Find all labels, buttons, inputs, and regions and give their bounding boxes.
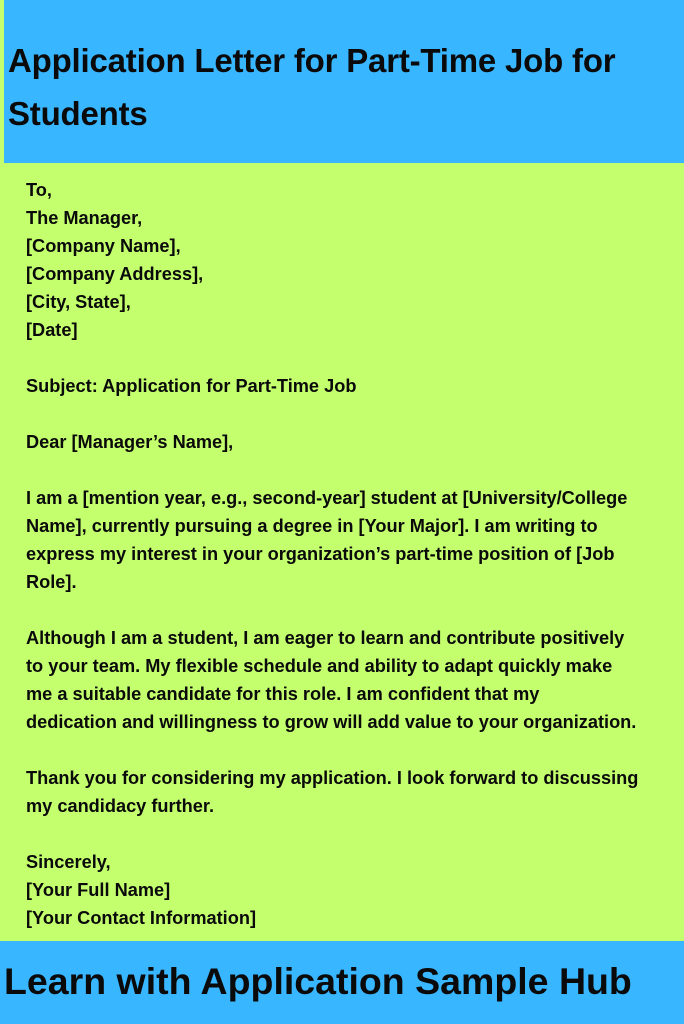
spacer [26,820,666,848]
spacer [26,344,666,372]
paragraph-line: express my interest in your organization’s part-time position of [Job [26,544,615,564]
page-title [8,34,684,140]
title-line: Application Letter for Part-Time Job for [8,42,616,79]
paragraph-line: Role]. [26,572,77,592]
address-line: To, [26,180,52,200]
recipient-address [26,176,666,344]
footer-brand-text: Learn with Application Sample Hub [4,960,632,1002]
paragraph-line: dedication and willingness to grow will add value to your organization. [26,712,637,732]
address-line: [Company Name], [26,236,181,256]
sign-off [26,848,666,932]
paragraph-introduction [26,484,666,596]
spacer [26,736,666,764]
paragraph-line: me a suitable candidate for this role. I am confident that my [26,684,540,704]
date-line: [Date] [26,320,78,340]
footer-banner [0,941,684,1024]
closing-text: Sincerely, [26,852,111,872]
paragraph-line: my candidacy further. [26,796,215,816]
paragraph-line: Thank you for considering my application. I look forward to discussing [26,768,639,788]
signature-name: [Your Full Name] [26,880,171,900]
salutation [26,428,666,456]
paragraph-qualities [26,624,666,736]
address-line: [Company Address], [26,264,204,284]
salutation-text: Dear [Manager’s Name], [26,432,234,452]
spacer [26,400,666,428]
paragraph-line: Name], currently pursuing a degree in [Your Major]. I am writing to [26,516,598,536]
subject-text: Subject: Application for Part-Time Job [26,376,357,396]
subject-line [26,372,666,400]
header-banner [0,0,684,163]
spacer [26,456,666,484]
title-line: Students [8,95,148,132]
address-line: The Manager, [26,208,143,228]
paragraph-line: to your team. My flexible schedule and ability to adapt quickly make [26,656,613,676]
address-line: [City, State], [26,292,131,312]
letter-body [26,176,666,932]
signature-contact: [Your Contact Information] [26,908,257,928]
paragraph-thanks [26,764,666,820]
spacer [26,596,666,624]
paragraph-line: Although I am a student, I am eager to learn and contribute positively [26,628,625,648]
paragraph-line: I am a [mention year, e.g., second-year] student at [University/College [26,488,628,508]
